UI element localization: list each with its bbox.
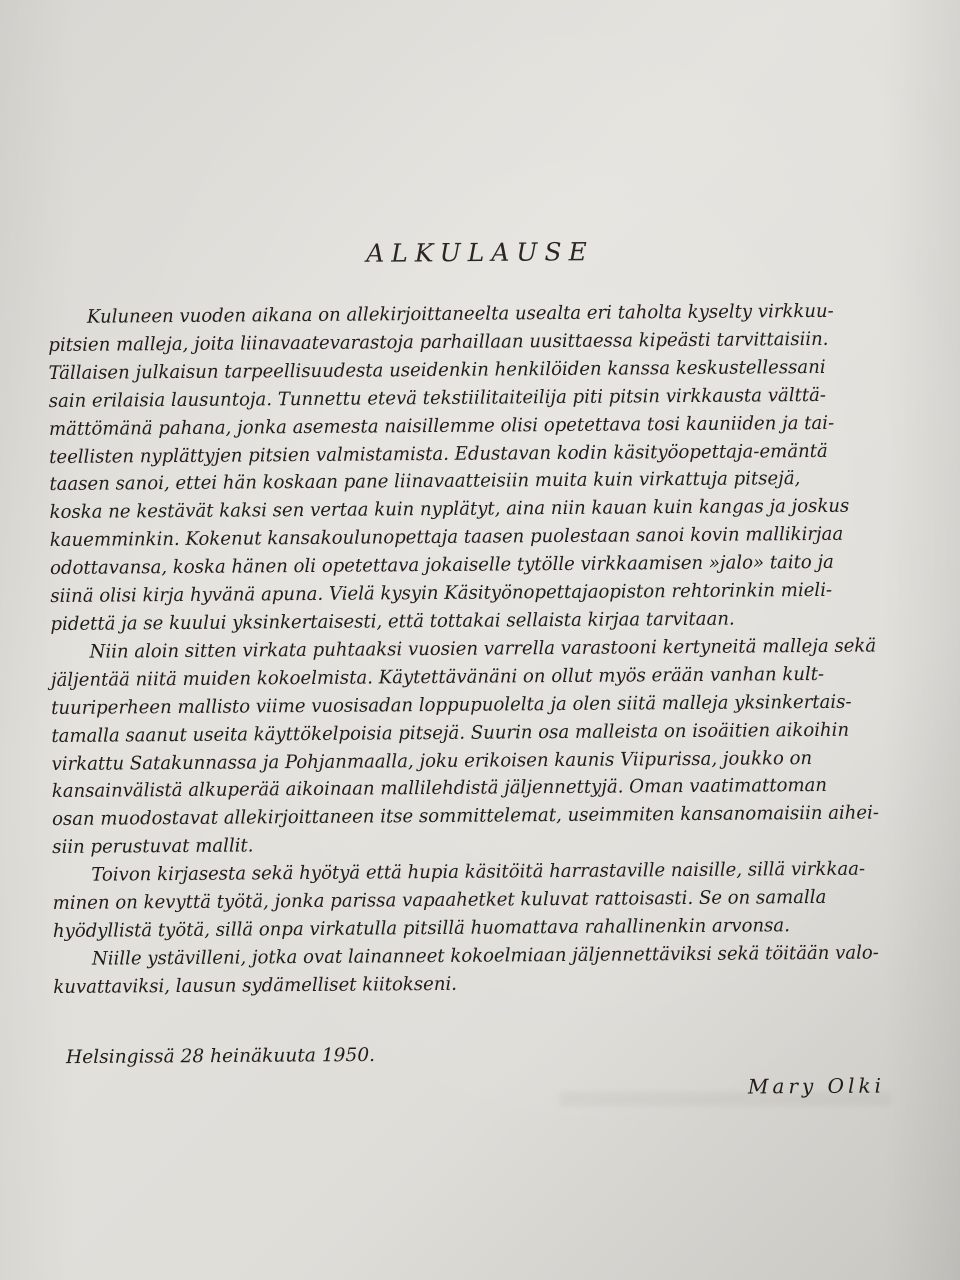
text-line: hyödyllistä työtä, sillä onpa virkatulla pitsillä huomattava rahallinenkin arvonsa. <box>52 915 791 942</box>
text-line: taasen sanoi, ettei hän koskaan pane liinavaatteisiin muita kuin virkattuja pitsejä, <box>49 468 801 496</box>
page-title: ALKULAUSE <box>366 237 594 268</box>
text-line: pidettä ja se kuului yksinkertaisesti, että tottakai sellaista kirjaa tarvitaan. <box>50 608 735 635</box>
text-line: tamalla saanut useita käyttökelpoisia pitsejä. Suurin osa malleista on isoäitien aikoihin <box>51 719 850 747</box>
text-line: jäljentää niitä muiden kokoelmista. Käytettävänäni on ollut myös erään vanhan kult- <box>50 663 825 691</box>
preface-body <box>48 297 913 1001</box>
text-line: kansainvälistä alkuperää aikoinaan mallilehdistä jäljennettyjä. Oman vaatimattoman <box>51 775 828 803</box>
text-line: sain erilaisia lausuntoja. Tunnettu etevä tekstiilitaiteilija piti pitsin virkkausta välttä- <box>48 384 827 412</box>
text-line: virkattu Satakunnassa ja Pohjanmaalla, joku erikoisen kaunis Viipurissa, joukko on <box>51 747 813 775</box>
text-line: kuvattaviksi, lausun sydämelliset kiitokseni. <box>53 973 458 998</box>
paragraph-3 <box>52 855 913 945</box>
paragraph-2 <box>51 632 913 862</box>
text-line: Niille ystävilleni, jotka ovat lainanneet kokoelmiaan jäljennettäviksi sekä töitään valo- <box>91 942 879 970</box>
text-line: osan muodostavat allekirjoittaneen itse sommittelemat, useimmiten kansanomaisiin aihei- <box>51 802 880 831</box>
text-line: kauemminkin. Kokenut kansakoulunopettaja taasen puolestaan sanoi kovin mallikirjaa <box>49 524 844 552</box>
text-line: Kuluneen vuoden aikana on allekirjoittaneelta usealta eri taholta kyselty virkkuu- <box>86 300 834 328</box>
text-line: Tällaisen julkaisun tarpeellisuudesta useidenkin henkilöiden kanssa keskustellessani <box>48 356 826 384</box>
reverse-side-show-through <box>560 1092 890 1106</box>
paragraph-4 <box>53 939 913 1002</box>
text-line: minen on kevyttä työtä, jonka parissa vapaahetket kuluvat rattoisasti. Se on samalla <box>52 886 827 915</box>
text-line: siin perustuvat mallit. <box>52 835 254 859</box>
text-line: teellisten nyplättyjen pitsien valmistamista. Edustavan kodin käsityöopettaja-emäntä <box>49 440 828 468</box>
paragraph-1 <box>48 297 911 639</box>
text-line: siinä olisi kirja hyvänä apuna. Vielä kysyin Käsityönopettajaopiston rehtorinkin mieli- <box>50 579 833 608</box>
author-signature: Mary Olki <box>747 1073 886 1099</box>
text-line: pitsien malleja, joita liinavaatevarastoja parhaillaan uusittaessa kipeästi tarvittaisiin. <box>48 328 829 356</box>
text-line: mättömänä pahana, jonka asemesta naisillemme olisi opetettava tosi kauniiden ja tai- <box>48 412 835 440</box>
text-line: tuuriperheen mallisto viime vuosisadan loppupuolelta ja olen siitä malleja yksinkertais- <box>51 691 852 719</box>
text-line: Niin aloin sitten virkata puhtaaksi vuosien varrella varastooni kertyneitä malleja sekä <box>89 635 877 663</box>
text-line: Toivon kirjasesta sekä hyötyä että hupia käsitöitä harrastaville naisille, sillä virkkaa- <box>91 858 866 886</box>
dateline: Helsingissä 28 heinäkuuta 1950. <box>65 1044 376 1069</box>
text-line: odottavansa, koska hänen oli opetettava jokaiselle tytölle virkkaamisen »jalo» taito ja <box>49 551 834 580</box>
text-line: koska ne kestävät kaksi sen vertaa kuin nyplätyt, aina niin kauan kuin kangas ja joskus <box>49 496 850 524</box>
